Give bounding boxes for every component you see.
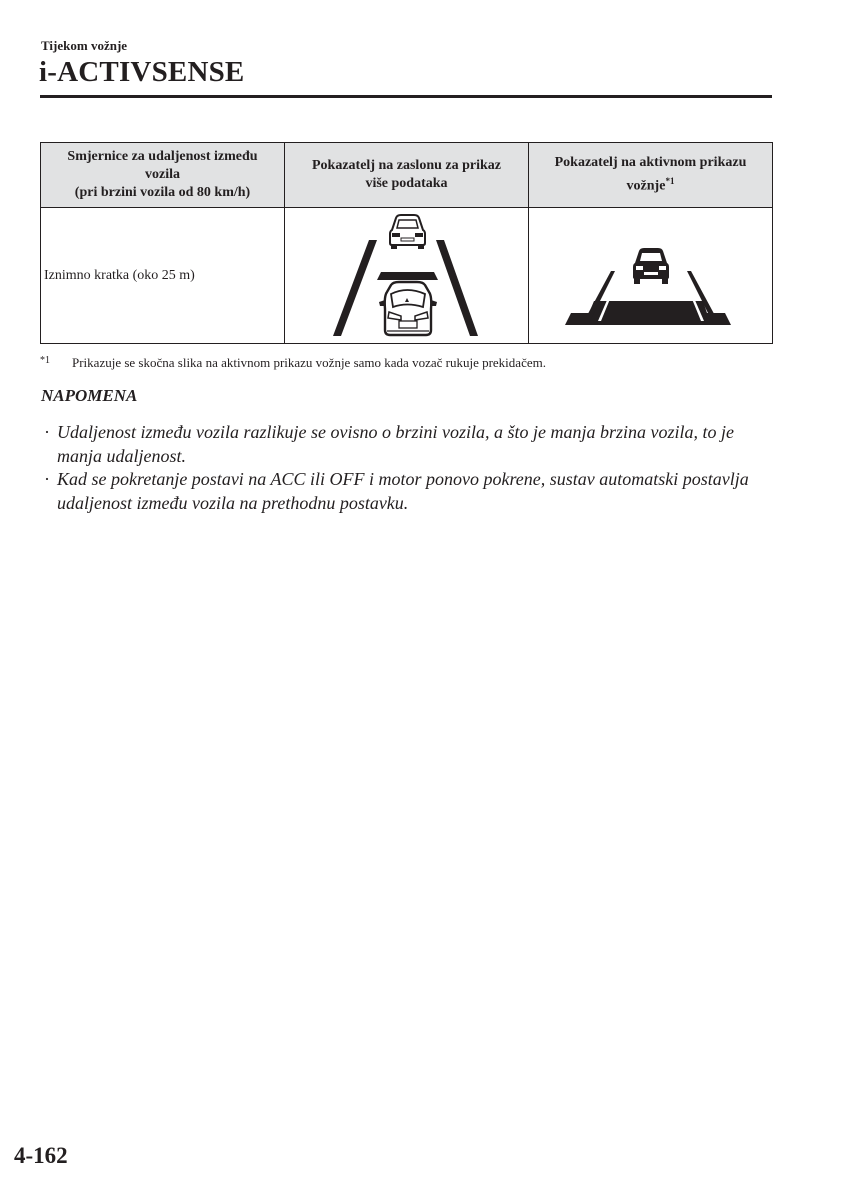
multi-info-display-image-cell bbox=[285, 208, 529, 344]
left-lane-line bbox=[333, 240, 377, 336]
note-item-text: Kad se pokretanje postavi na ACC ili OFF i motor ponovo pokrene, sustav automatski postavlja udaljenost između vozila na prethodnu postavku. bbox=[57, 469, 749, 513]
list-item bbox=[44, 468, 774, 515]
header-distance-line2: vozila bbox=[145, 167, 180, 182]
note-heading: NAPOMENA bbox=[41, 386, 138, 405]
page-title: i-ACTIVSENSE bbox=[39, 56, 245, 88]
footnote-mark: *1 bbox=[40, 355, 50, 366]
footnote-ref: *1 bbox=[665, 176, 675, 187]
header-active-driving-display bbox=[529, 143, 773, 208]
header-multi-info-display bbox=[285, 143, 529, 208]
header-mid-line2: više podataka bbox=[365, 176, 448, 191]
active-driving-display-image-cell bbox=[529, 208, 773, 344]
header-mid-line1: Pokazatelj na zaslonu za prikaz bbox=[312, 158, 501, 173]
right-lane-line bbox=[436, 240, 478, 336]
bullet: · bbox=[44, 422, 50, 442]
table-row bbox=[41, 208, 773, 344]
footnote-text: Prikazuje se skočna slika na aktivnom prikazu vožnje samo kada vozač rukuje prekidačem. bbox=[72, 355, 546, 370]
page-number: 4-162 bbox=[14, 1143, 68, 1168]
title-divider bbox=[40, 95, 772, 98]
distance-indicator-table bbox=[40, 142, 773, 344]
distance-bar bbox=[377, 272, 438, 280]
distance-value-cell: Iznimno kratka (oko 25 m) bbox=[41, 208, 285, 344]
header-distance-line3: (pri brzini vozila od 80 km/h) bbox=[74, 185, 251, 200]
active-driving-display-following-distance-illustration bbox=[541, 221, 761, 331]
own-vehicle-icon bbox=[379, 282, 437, 335]
header-add-line2: vožnje bbox=[626, 178, 666, 194]
lead-vehicle-icon bbox=[390, 215, 425, 249]
header-distance-line1: Smjernice za udaljenost između bbox=[67, 149, 258, 164]
multi-info-display-following-distance-illustration bbox=[327, 212, 487, 340]
section-label: Tijekom vožnje bbox=[41, 38, 128, 53]
lead-vehicle-icon bbox=[633, 248, 669, 284]
note-item-text: Udaljenost između vozila razlikuje se ovisno o brzini vozila, a što je manja brzina vozila, to je manja udaljenost. bbox=[57, 422, 734, 466]
bullet: · bbox=[44, 469, 50, 489]
table-header-row bbox=[41, 143, 773, 208]
header-add-line1: Pokazatelj na aktivnom prikazu bbox=[554, 155, 747, 171]
footnote bbox=[40, 355, 546, 371]
header-distance-guideline bbox=[41, 143, 285, 208]
list-item bbox=[44, 421, 774, 468]
note-list bbox=[44, 421, 774, 515]
